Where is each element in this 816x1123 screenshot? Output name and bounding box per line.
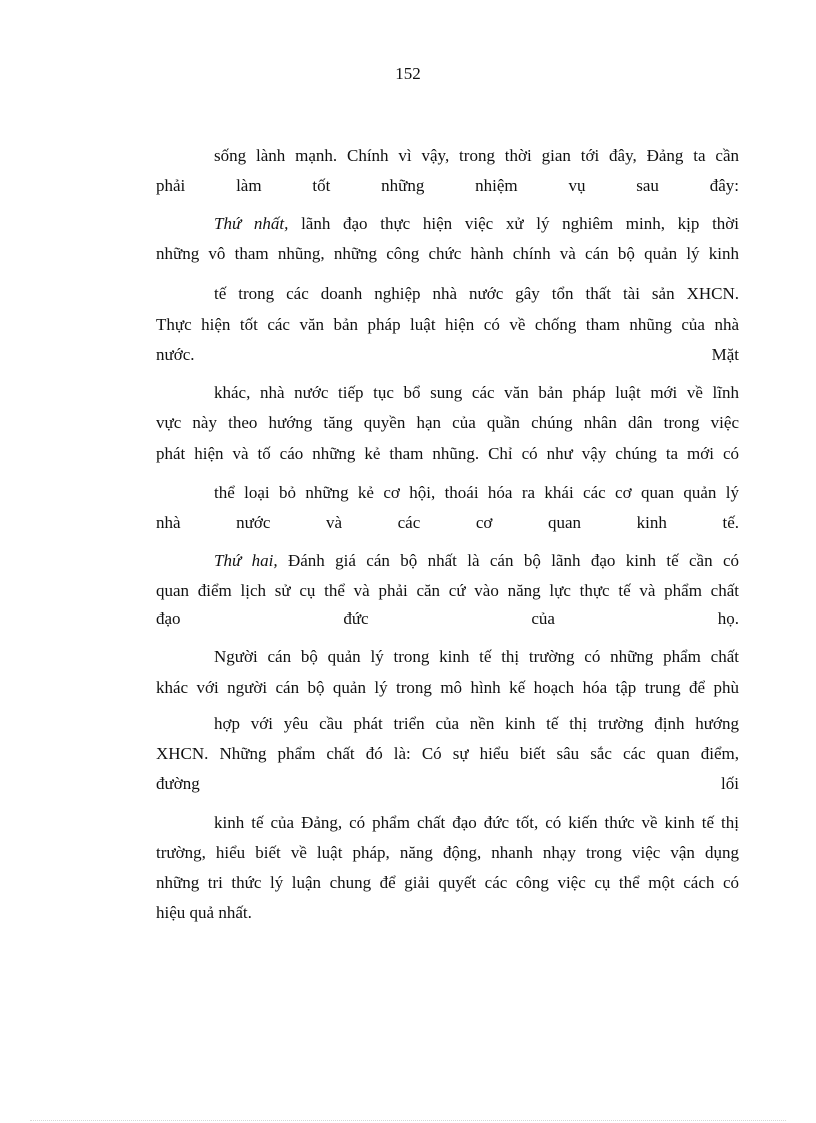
body-line: XHCN. Những phẩm chất đó là: Có sự hiểu biết sâu sắc các quan điểm, bbox=[156, 744, 739, 763]
body-line: Người cán bộ quản lý trong kinh tế thị trường có những phẩm chất bbox=[214, 647, 739, 666]
body-line: khác, nhà nước tiếp tục bổ sung các văn bản pháp luật mới về lĩnh bbox=[214, 383, 739, 402]
body-line: phát hiện và tố cáo những kẻ tham nhũng. Chỉ có như vậy chúng ta mới có bbox=[156, 444, 739, 463]
body-line bbox=[214, 550, 739, 572]
body-line: sống lành mạnh. Chính vì vậy, trong thời gian tới đây, Đảng ta cần bbox=[214, 146, 739, 165]
section-marker: Thứ hai, bbox=[214, 551, 278, 570]
body-line: kinh tế của Đảng, có phẩm chất đạo đức tốt, có kiến thức về kinh tế thị bbox=[214, 813, 739, 832]
body-line: vực này theo hướng tăng quyền hạn của quần chúng nhân dân trong việc bbox=[156, 413, 739, 432]
body-line bbox=[214, 213, 739, 235]
body-line: đường lối bbox=[156, 774, 739, 793]
body-line: hiệu quả nhất. bbox=[156, 903, 252, 922]
body-line: hợp với yêu cầu phát triển của nền kinh tế thị trường định hướng bbox=[214, 714, 739, 733]
body-line: những vô tham nhũng, những công chức hành chính và cán bộ quản lý kinh bbox=[156, 244, 739, 263]
body-text: lãnh đạo thực hiện việc xử lý nghiêm minh, kịp thời bbox=[288, 214, 740, 233]
body-line: quan điểm lịch sử cụ thể và phải căn cứ vào năng lực thực tế và phẩm chất bbox=[156, 581, 739, 600]
body-line: những tri thức lý luận chung để giải quyết các công việc cụ thể một cách có bbox=[156, 873, 739, 892]
body-line: trường, hiểu biết về luật pháp, năng động, nhanh nhạy trong việc vận dụng bbox=[156, 843, 739, 862]
body-line: nhà nước và các cơ quan kinh tế. bbox=[156, 513, 739, 532]
page-number: 152 bbox=[395, 64, 421, 83]
body-text: Đánh giá cán bộ nhất là cán bộ lãnh đạo kinh tế cần có bbox=[277, 551, 739, 570]
body-line: phải làm tốt những nhiệm vụ sau đây: bbox=[156, 176, 739, 195]
section-marker: Thứ nhất, bbox=[214, 214, 289, 233]
body-line: khác với người cán bộ quản lý trong mô hình kế hoạch hóa tập trung để phù bbox=[156, 678, 739, 697]
body-line: tế trong các doanh nghiệp nhà nước gây tổn thất tài sản XHCN. bbox=[214, 284, 739, 303]
body-line: nước. Mặt bbox=[156, 345, 739, 364]
body-line: đạo đức của họ. bbox=[156, 609, 739, 628]
body-line: thể loại bỏ những kẻ cơ hội, thoái hóa ra khái các cơ quan quản lý bbox=[214, 483, 739, 502]
body-line: Thực hiện tốt các văn bản pháp luật hiện có về chống tham nhũng của nhà bbox=[156, 315, 739, 334]
footer-rule bbox=[30, 1120, 786, 1121]
